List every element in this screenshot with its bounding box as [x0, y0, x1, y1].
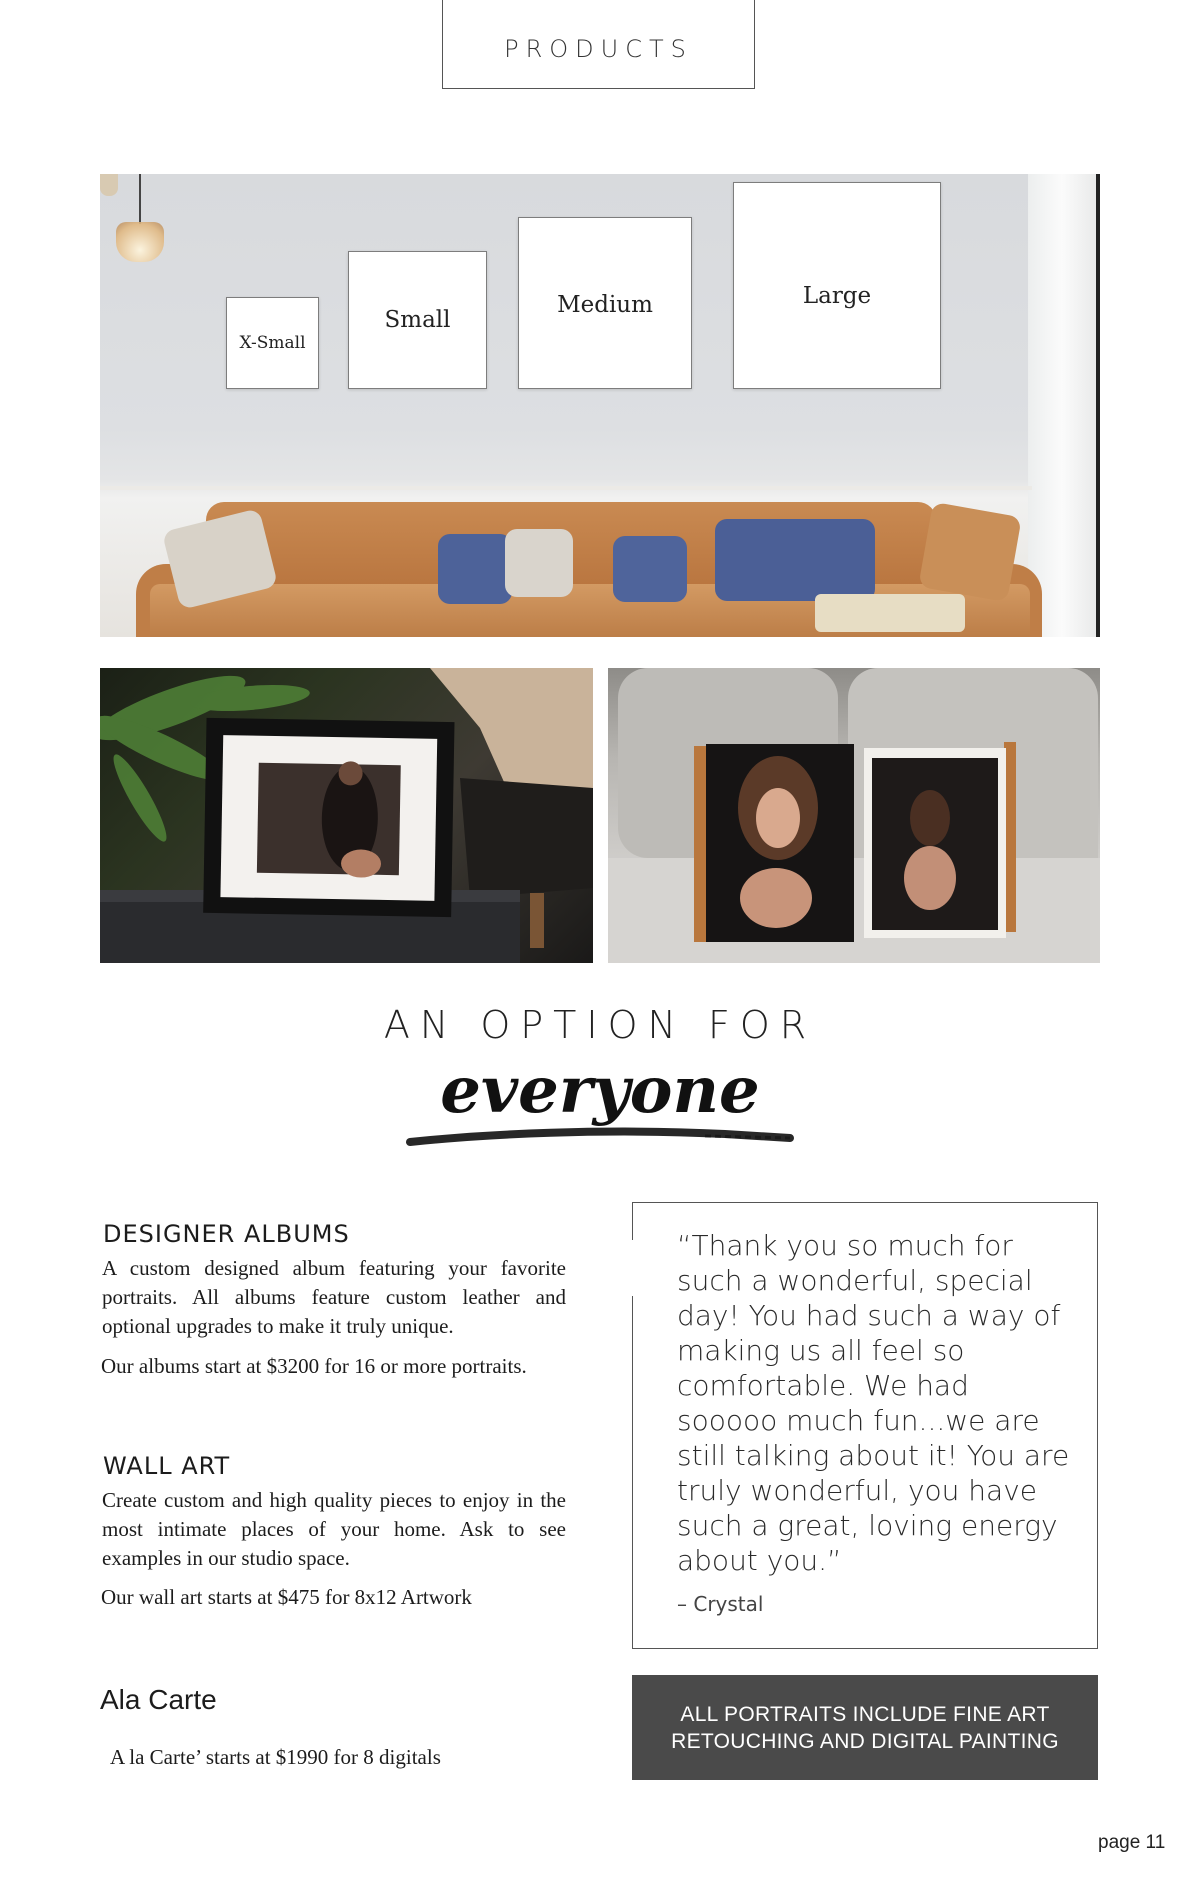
section-title-designer-albums: DESIGNER ALBUMS [103, 1220, 350, 1248]
living-room-photo [100, 174, 1100, 637]
frame-label: X-Small [239, 333, 306, 353]
page-number: page 11 [1098, 1832, 1166, 1853]
pillow [505, 529, 573, 597]
pendant-lamp [116, 222, 164, 262]
testimonial-quote: “Thank you so much for such a wonderful, special day! You had such a way of making us all feel so comfortable. We had sooooo much fun...we are still talking about it! You are truly wonderful, you have such a great, loving energy about you.” [677, 1229, 1070, 1577]
script-word-text: everyone [440, 1053, 760, 1128]
frame-medium [518, 217, 692, 389]
frame-label: Medium [557, 292, 653, 318]
section-body-wall-art: Create custom and high quality pieces to enjoy in the most intimate places of your home. Ask to see examples in our studio space. [102, 1488, 566, 1570]
banner-line1: ALL PORTRAITS INCLUDE FINE ART [680, 1702, 1050, 1726]
section-title-ala-carte: Ala Carte [100, 1684, 217, 1715]
pendant-lamp-partial [100, 174, 118, 196]
lamp-cord [139, 174, 141, 224]
price-designer-albums: Our albums start at $3200 for 16 or more portraits. [101, 1354, 527, 1378]
framed-print-photo [100, 668, 593, 963]
frame-label: Small [384, 307, 451, 333]
pillow [438, 534, 512, 604]
retouching-banner [632, 1675, 1098, 1780]
frame-label: Large [802, 283, 872, 309]
testimonial-border-gap [628, 1240, 636, 1296]
pillow [715, 519, 875, 601]
frame-small [348, 251, 487, 389]
album-photo [608, 668, 1100, 963]
frame-large [733, 182, 941, 389]
throw-blanket [815, 594, 965, 632]
pillow [918, 502, 1022, 602]
pillow [613, 536, 687, 602]
wall-molding [100, 486, 1032, 490]
banner-line2: RETOUCHING AND DIGITAL PAINTING [671, 1729, 1059, 1753]
section-body-designer-albums: A custom designed album featuring your favorite portraits. All albums feature custom leather and optional upgrades to make it truly unique. [102, 1256, 566, 1338]
section-title-wall-art: WALL ART [103, 1452, 231, 1480]
headline-line1: AN OPTION FOR [383, 1003, 817, 1047]
script-word-everyone [405, 1042, 795, 1172]
frame-x-small [226, 297, 319, 389]
album-illustration [608, 668, 1100, 963]
window-curtain [1028, 174, 1100, 637]
price-wall-art: Our wall art starts at $475 for 8x12 Artwork [101, 1585, 472, 1609]
products-header [442, 0, 755, 89]
section-body-ala-carte: A la Carte’ starts at $1990 for 8 digitals [110, 1745, 441, 1769]
page-title: PRODUCTS [504, 34, 693, 63]
framed-print-illustration [100, 668, 593, 963]
testimonial-author: – Crystal [677, 1592, 764, 1616]
